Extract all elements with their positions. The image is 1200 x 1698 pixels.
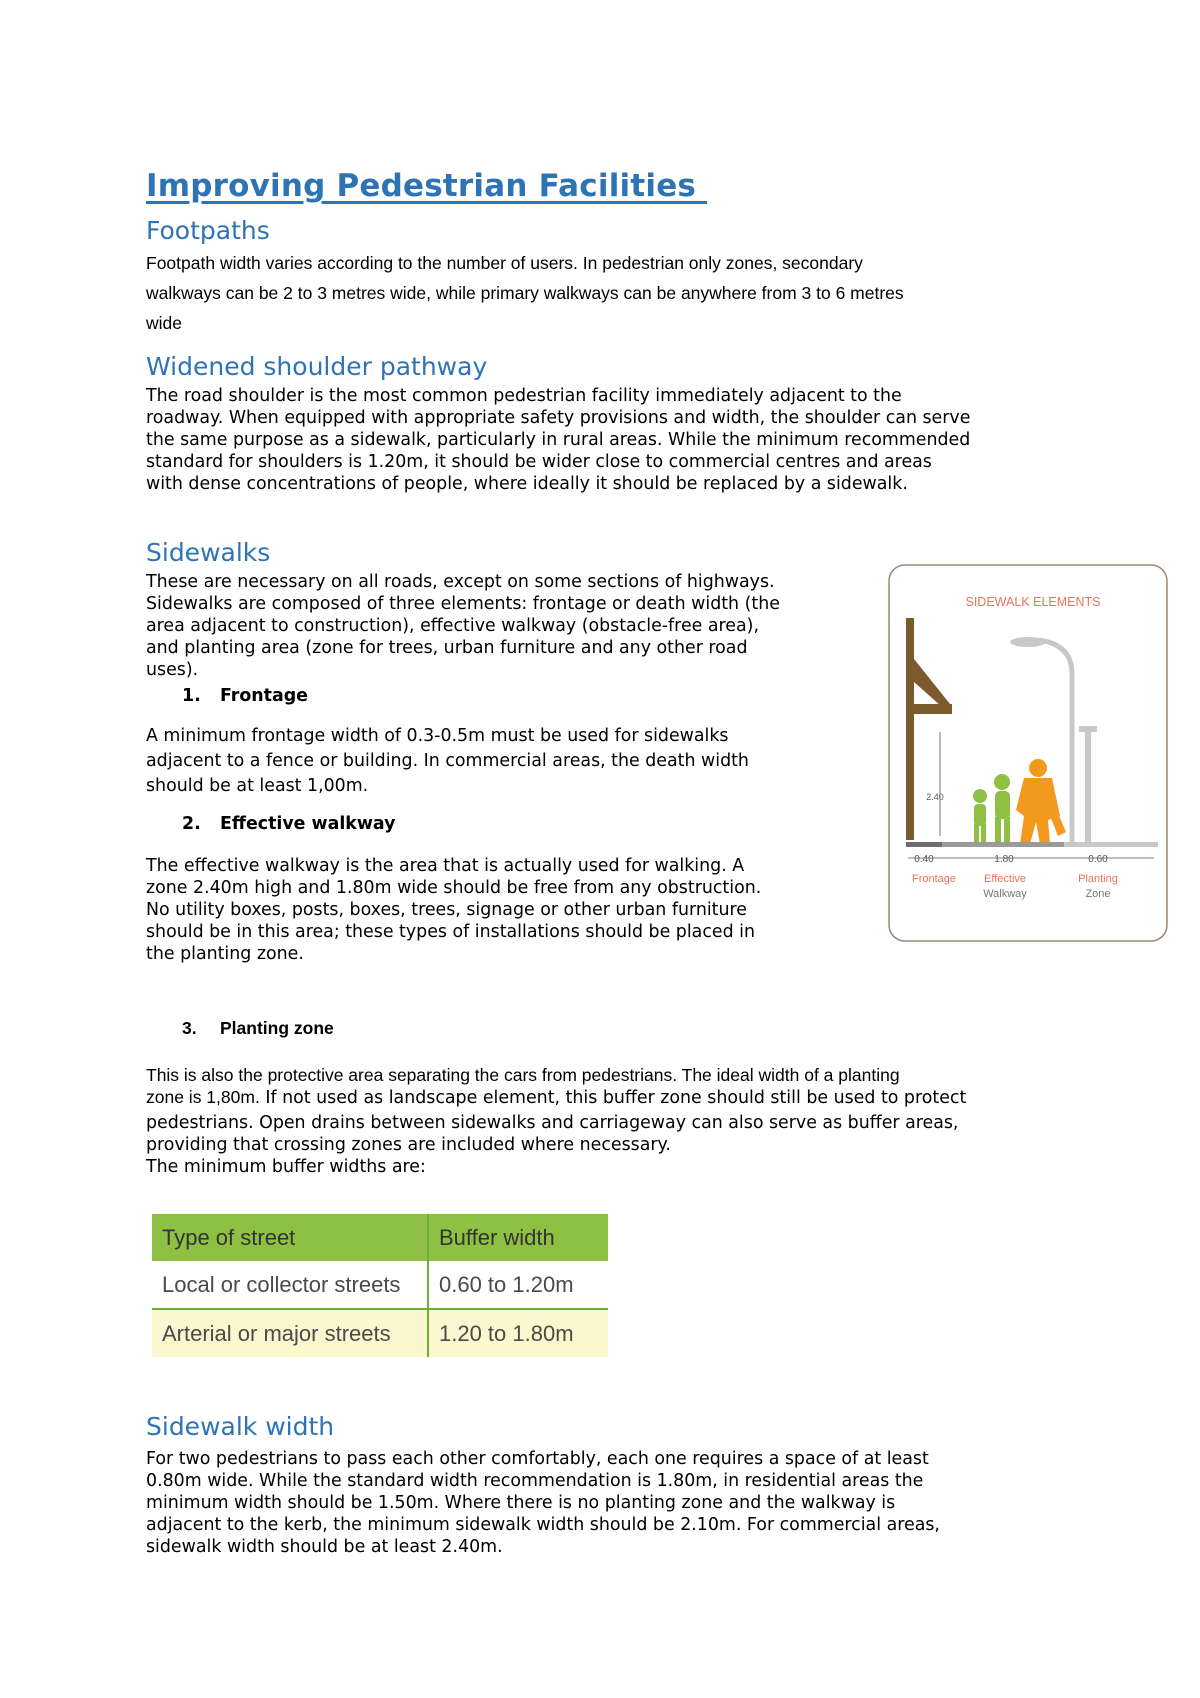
text-line: uses). [146, 660, 199, 680]
frontage-heading [182, 686, 308, 706]
text-line: pedestrians. Open drains between sidewalks and carriageway can also serve as buffer areas, [146, 1113, 959, 1133]
text-line: The minimum buffer widths are: [146, 1157, 426, 1177]
awning-edge [914, 704, 952, 714]
text-line: adjacent to a fence or building. In commercial areas, the death width [146, 751, 749, 771]
planting-heading [182, 1018, 334, 1039]
figure-title: SIDEWALK ELEMENTS [965, 595, 1101, 609]
post-cap [1079, 726, 1097, 732]
text-line: zone 2.40m high and 1.80m wide should be free from any obstruction. [146, 878, 762, 898]
label-planting: Planting [1078, 873, 1118, 885]
table-header-row [152, 1214, 608, 1261]
text-line: the planting zone. [146, 944, 304, 964]
planting-ideal-width: zone is 1,80m. [146, 1087, 260, 1107]
sidewalk-elements-figure [888, 564, 1168, 942]
text-line: For two pedestrians to pass each other comfortably, each one requires a space of at least [146, 1449, 929, 1469]
sidewalks-text [146, 571, 866, 681]
text-line: The road shoulder is the most common pedestrian facility immediately adjacent to the [146, 386, 902, 406]
sidewalk-width-text [146, 1448, 1076, 1558]
table-cell: Arterial or major streets [152, 1309, 428, 1357]
table-row [152, 1261, 608, 1309]
shoulder-text [146, 385, 1076, 495]
text-line: 0.80m wide. While the standard width recommendation is 1.80m, in residential areas the [146, 1471, 924, 1491]
label-walkway: Walkway [983, 888, 1027, 900]
sidewalks-heading: Sidewalks [146, 538, 271, 567]
planting-line-2-rest: If not used as landscape element, this buffer zone should still be used to protect [259, 1088, 967, 1108]
text-line: with dense concentrations of people, where ideally it should be replaced by a sidewalk. [146, 474, 908, 494]
building-wall [906, 618, 914, 840]
table-header-cell: Buffer width [428, 1214, 608, 1261]
frontage-text [146, 724, 866, 799]
label-frontage: Frontage [911, 873, 957, 885]
table-header-cell: Type of street [152, 1214, 428, 1261]
text-line: A minimum frontage width of 0.3-0.5m must be used for sidewalks [146, 726, 729, 746]
footpaths-text [146, 248, 1126, 338]
list-title: Planting zone [220, 1018, 334, 1038]
table-cell: 1.20 to 1.80m [428, 1309, 608, 1357]
planting-line-2 [146, 1087, 1126, 1108]
list-number: 1. [182, 686, 201, 706]
dimension-planting: 0.60 [1088, 854, 1108, 865]
table-cell: Local or collector streets [152, 1261, 428, 1309]
planting-line-1: This is also the protective area separating the cars from pedestrians. The ideal width of a planting [146, 1065, 900, 1085]
effective-text [146, 855, 866, 965]
list-number: 3. [182, 1018, 197, 1038]
planting-band [1064, 842, 1158, 847]
text-line: standard for shoulders is 1.20m, it should be wider close to commercial centres and areas [146, 452, 932, 472]
text-line: wide [146, 313, 182, 333]
text-line: the same purpose as a sidewalk, particularly in rural areas. While the minimum recommended [146, 430, 971, 450]
dimension-walkway: 1.80 [994, 854, 1014, 865]
text-line: should be at least 1,00m. [146, 776, 369, 796]
streetlight-lamp [1010, 637, 1046, 647]
planting-text [146, 1112, 1076, 1178]
text-line: walkways can be 2 to 3 metres wide, while primary walkways can be anywhere from 3 to 6 metres [146, 283, 904, 303]
table-cell: 0.60 to 1.20m [428, 1261, 608, 1309]
text-line: The effective walkway is the area that is actually used for walking. A [146, 856, 745, 876]
table-row [152, 1309, 608, 1357]
text-line: area adjacent to construction), effective walkway (obstacle-free area), [146, 616, 759, 636]
text-line: Footpath width varies according to the number of users. In pedestrian only zones, secondary [146, 253, 863, 273]
text-line: providing that crossing zones are included where necessary. [146, 1135, 671, 1155]
list-number: 2. [182, 814, 201, 834]
label-zone: Zone [1085, 888, 1111, 900]
shoulder-heading: Widened shoulder pathway [146, 352, 488, 381]
list-title: Effective walkway [220, 814, 396, 834]
text-line: and planting area (zone for trees, urban furniture and any other road [146, 638, 748, 658]
page-title: Improving Pedestrian Facilities [146, 168, 708, 204]
sidewalk-width-heading: Sidewalk width [146, 1412, 335, 1441]
text-line: No utility boxes, posts, boxes, trees, signage or other urban furniture [146, 900, 747, 920]
effective-heading [182, 814, 395, 834]
footpaths-heading: Footpaths [146, 216, 270, 245]
text-line: sidewalk width should be at least 2.40m. [146, 1537, 503, 1557]
text-line: adjacent to the kerb, the minimum sidewalk width should be 2.10m. For commercial areas, [146, 1515, 940, 1535]
text-line: should be in this area; these types of installations should be placed in [146, 922, 756, 942]
frontage-band [906, 842, 942, 847]
text-line: roadway. When equipped with appropriate safety provisions and width, the shoulder can serve [146, 408, 971, 428]
height-label: 2.40 [926, 792, 944, 802]
dimension-frontage: 0.40 [914, 854, 934, 865]
text-line: minimum width should be 1.50m. Where there is no planting zone and the walkway is [146, 1493, 896, 1513]
text-line: Sidewalks are composed of three elements: frontage or death width (the [146, 594, 780, 614]
list-title: Frontage [220, 686, 308, 706]
post [1085, 730, 1091, 847]
buffer-width-table [152, 1214, 608, 1357]
label-effective: Effective [984, 873, 1026, 885]
text-line: These are necessary on all roads, except on some sections of highways. [146, 572, 775, 592]
